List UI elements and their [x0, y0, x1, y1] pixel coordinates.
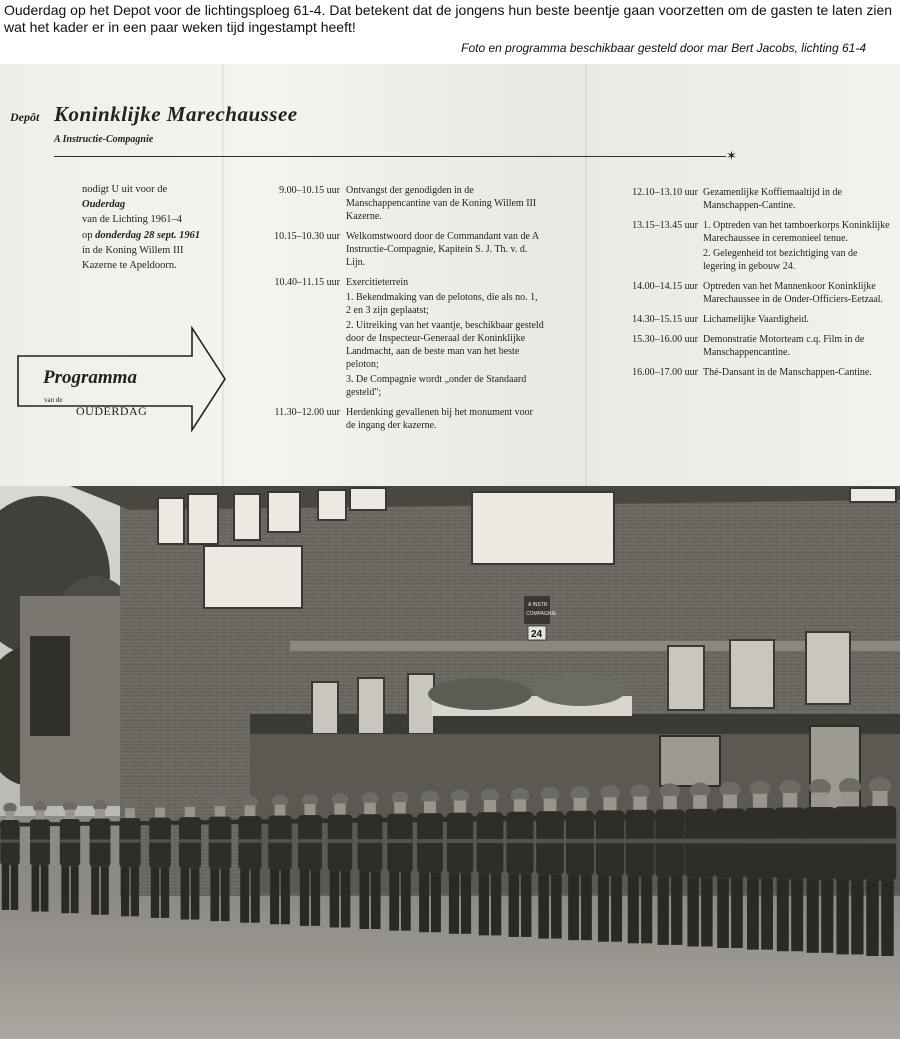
- building-sign: [524, 596, 550, 624]
- program-item: [264, 319, 544, 371]
- program-item: [622, 280, 890, 306]
- building-number: 24: [531, 629, 543, 640]
- header-title: Koninklijke Marechaussee: [54, 102, 298, 126]
- program-description: 1. Optreden van het tamboerkorps Koninklijke Marechaussee in ceremonieel tenue.: [703, 220, 890, 244]
- program-description: Herdenking gevallenen bij het monument voor de ingang der kazerne.: [346, 407, 533, 431]
- star-icon: ✶: [726, 148, 737, 163]
- program-time: 9.00–10.15 uur: [279, 185, 340, 196]
- program-item: [622, 313, 890, 326]
- program-item: [264, 184, 544, 223]
- header-depot: Depôt: [10, 110, 40, 124]
- program-description: 2. Uitreiking van het vaantje, beschikbaar gesteld door de Inspecteur-Generaal der Koninklijke Landmacht, aan de beste man van het beste peloton;: [346, 320, 544, 370]
- invitation-date-line: [82, 228, 232, 243]
- program-time: 14.00–14.15 uur: [632, 281, 698, 292]
- invitation-line: in de Koning Willem III: [82, 244, 184, 256]
- program-time: 16.00–17.00 uur: [632, 367, 698, 378]
- program-description: 2. Gelegenheid tot bezichtiging van de legering in gebouw 24.: [703, 248, 858, 272]
- program-item: [622, 186, 890, 212]
- program-item: [264, 373, 544, 399]
- arrow-day: OUDERDAG: [76, 404, 148, 418]
- soldier: [0, 803, 20, 910]
- program-item: [622, 219, 890, 245]
- parade-photo: [0, 486, 900, 1039]
- parade-photo-image: [0, 486, 900, 1039]
- program-description: Lichamelijke Vaardigheid.: [703, 314, 809, 325]
- fold-line: [585, 64, 587, 486]
- program-item: [264, 230, 544, 269]
- program-time: 12.10–13.10 uur: [632, 187, 698, 198]
- program-description: Welkomstwoord door de Commandant van de A Instructie-Compagnie, Kapitein S. J. Th. v. d. Lijn.: [346, 231, 539, 268]
- program-item: [622, 333, 890, 359]
- invitation-event: Ouderdag: [82, 199, 126, 211]
- invitation-line: nodigt U uit voor de: [82, 184, 168, 195]
- intro-text: Ouderdag op het Depot voor de lichtingsploeg 61-4. Dat betekent dat de jongens hun beste beentje gaan voorzetten om de gasten te laten zien wat het kader er in een paar weken tijd ingestampt heeft!: [4, 2, 893, 35]
- program-item: [264, 406, 544, 432]
- header-subtitle: A Instructie-Compagnie: [54, 134, 154, 145]
- program-column-right: [622, 186, 890, 386]
- program-time: 13.15–13.45 uur: [632, 220, 698, 231]
- invitation-date: donderdag 28 sept. 1961: [95, 229, 201, 241]
- arrow-title: Programma: [43, 367, 137, 388]
- building-sign-line2: COMPAGNIE: [526, 611, 557, 617]
- header-rule: [54, 156, 726, 157]
- program-item: [264, 291, 544, 317]
- program-description: 1. Bekendmaking van de pelotons, die als no. 1, 2 en 3 zijn geplaatst;: [346, 292, 538, 316]
- program-description: Ontvangst der genodigden in de Manschappencantine van de Koning Willem III Kazerne.: [346, 185, 537, 222]
- program-item: [622, 247, 890, 273]
- arrow-van-de: van de: [44, 396, 63, 404]
- canopy: [250, 714, 900, 734]
- program-description: Exercitieterrein: [346, 277, 409, 288]
- program-description: Gezamenlijke Koffiemaaltijd in de Manschappen-Cantine.: [703, 187, 842, 211]
- invitation-op: op: [82, 229, 93, 241]
- program-item: [622, 366, 890, 379]
- program-description: Demonstratie Motorteam c.q. Film in de Manschappencantine.: [703, 334, 865, 358]
- building-sign-line1: A INSTR: [528, 602, 548, 608]
- program-sheet: [0, 64, 900, 486]
- program-time: 10.40–11.15 uur: [274, 277, 340, 288]
- program-time: 11.30–12.00 uur: [274, 407, 340, 418]
- program-description: Thé-Dansant in de Manschappen-Cantine.: [703, 367, 872, 378]
- invitation-block: [82, 182, 232, 273]
- program-time: 10.15–10.30 uur: [274, 231, 340, 242]
- program-item: [264, 276, 544, 289]
- program-description: Optreden van het Mannenkoor Koninklijke Marechaussee in de Onder-Officiers-Eetzaal.: [703, 281, 884, 305]
- soldier: [20, 802, 50, 912]
- program-description: 3. De Compagnie wordt „onder de Standaard gesteld";: [346, 374, 527, 398]
- invitation-line: van de Lichting 1961–4: [82, 214, 183, 226]
- photo-credit: Foto en programma beschikbaar gesteld door mar Bert Jacobs, lichting 61-4: [461, 41, 866, 55]
- invitation-line: Kazerne te Apeldoorn.: [82, 260, 177, 272]
- program-time: 14.30–15.15 uur: [632, 314, 698, 325]
- program-column-left: [264, 184, 544, 439]
- program-time: 15.30–16.00 uur: [632, 334, 698, 345]
- left-building-window: [30, 636, 70, 736]
